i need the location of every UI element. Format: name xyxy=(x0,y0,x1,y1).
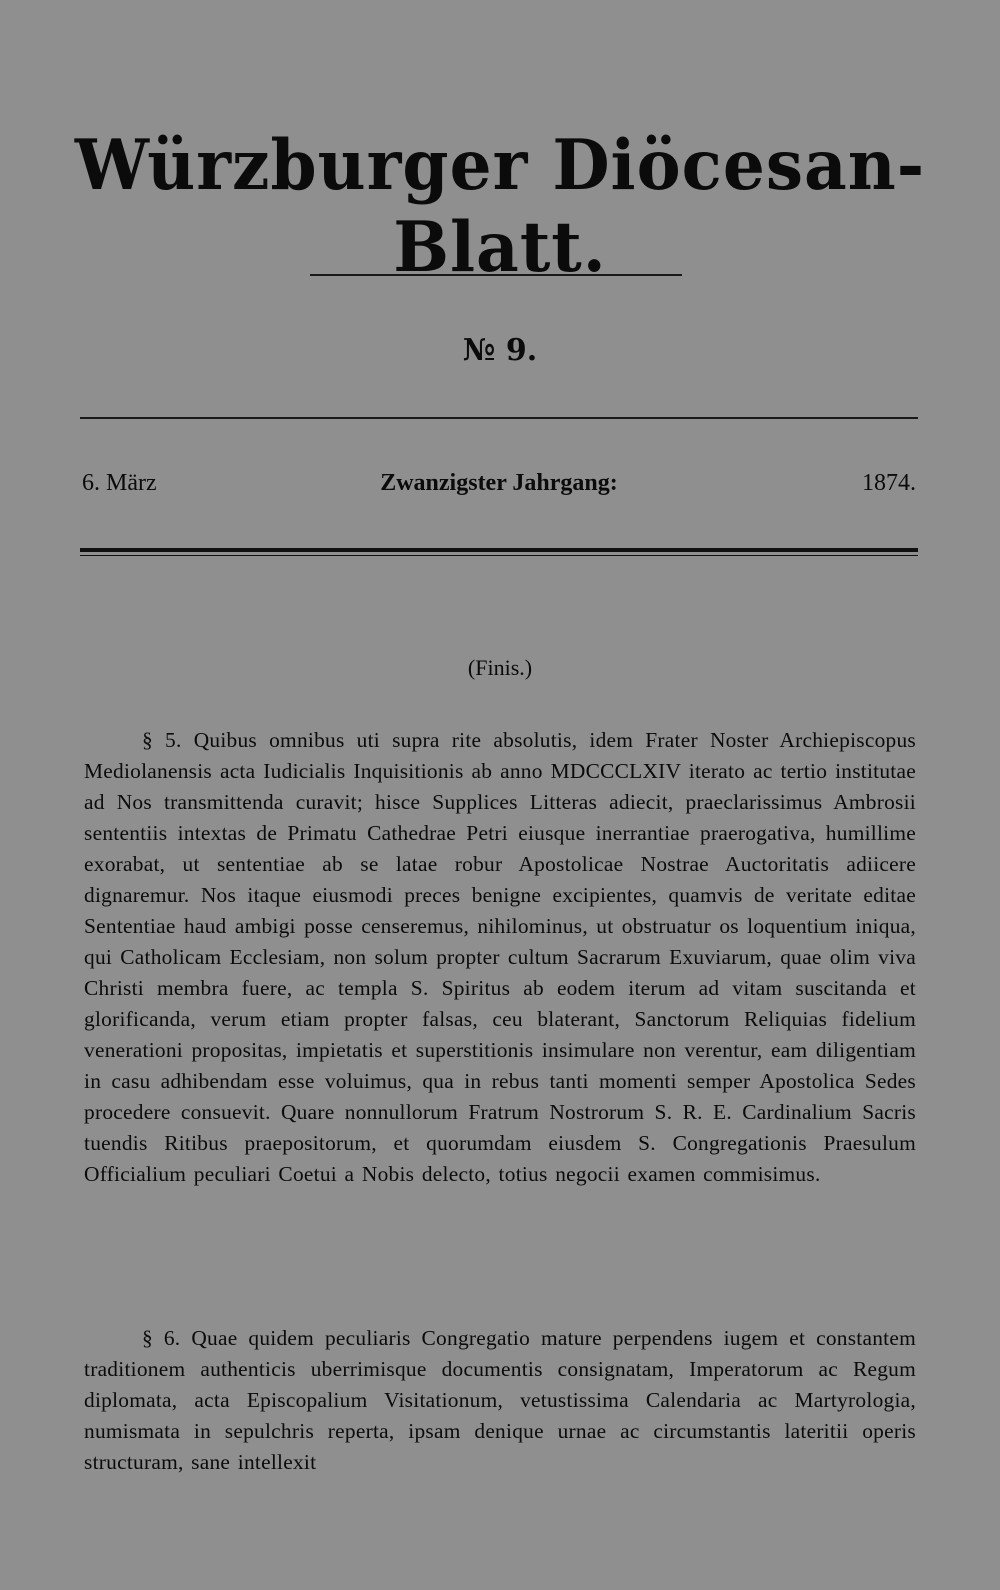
divider-double xyxy=(80,548,918,556)
dateline xyxy=(82,470,916,504)
masthead-title: Würzburger Diöcesan-Blatt. xyxy=(74,124,926,288)
paragraph-section-6: § 6. Quae quidem peculiaris Congregatio mature perpendens iugem et constantem traditionem authenticis uberrimisque documentis consignatam, Imperatorum ac Regum diplomata, acta Episcopalium Visitationum, vetustissima Calendaria ac Martyrologia, numismata in sepulchris reperta, ipsam denique urnae ac circumstantis lateritii operis structuram, sane intellexit xyxy=(84,1326,916,1475)
divider-thin xyxy=(80,417,918,419)
divider-short xyxy=(310,274,682,276)
issue-year: 1874. xyxy=(862,470,916,496)
issue-number: № 9. xyxy=(462,333,538,368)
volume-label: Zwanzigster Jahrgang: xyxy=(380,470,618,496)
issue-date: 6. März xyxy=(82,470,157,496)
paragraph-section-5: § 5. Quibus omnibus uti supra rite absolutis, idem Frater Noster Archiepiscopus Mediolanensis acta Iudicialis Inquisitionis ab anno MDCCCLXIV iterato ac tertio institutae ad Nos transmittenda curavit; hisce Supplices Litteras adiecit, praeclarissimus Ambrosii sententiis intextas de Primatu Cathedrae Petri eiusque inerrantiae praerogativa, humillime exorabat, ut sententiae ab se latae robur Apostolicae Nostrae Auctoritatis adiicere dignaremur. Nos itaque eiusmodi preces benigne excipientes, quamvis de veritate editae Sententiae haud ambigi posse censeremus, nihilominus, ut obstruatur os loquentium iniqua, qui Catholicam Ecclesiam, non solum propter cultum Sacrarum Exuviarum, quae olim viva Christi membra fuere, ac templa S. Spiritus ab eodem iterum ad vitam suscitanda et glorificanda, verum etiam propter falsas, ceu blaterant, Sanctorum Reliquias fidelium venerationi propositas, impietatis et superstitionis insimulare non verentur, eam diligentiam in casu adhibendam esse voluimus, qua in rebus tanti momenti semper Apostolica Sedes procedere consuevit. Quare nonnullorum Fratrum Nostrorum S. R. E. Cardinalium Sacris tuendis Ritibus praepositorum, et quorumdam eiusdem S. Congregationis Praesulum Officialium peculiari Coetui a Nobis delecto, totius negocii examen commisimus. xyxy=(84,728,916,1187)
finis-marker: (Finis.) xyxy=(467,655,533,680)
